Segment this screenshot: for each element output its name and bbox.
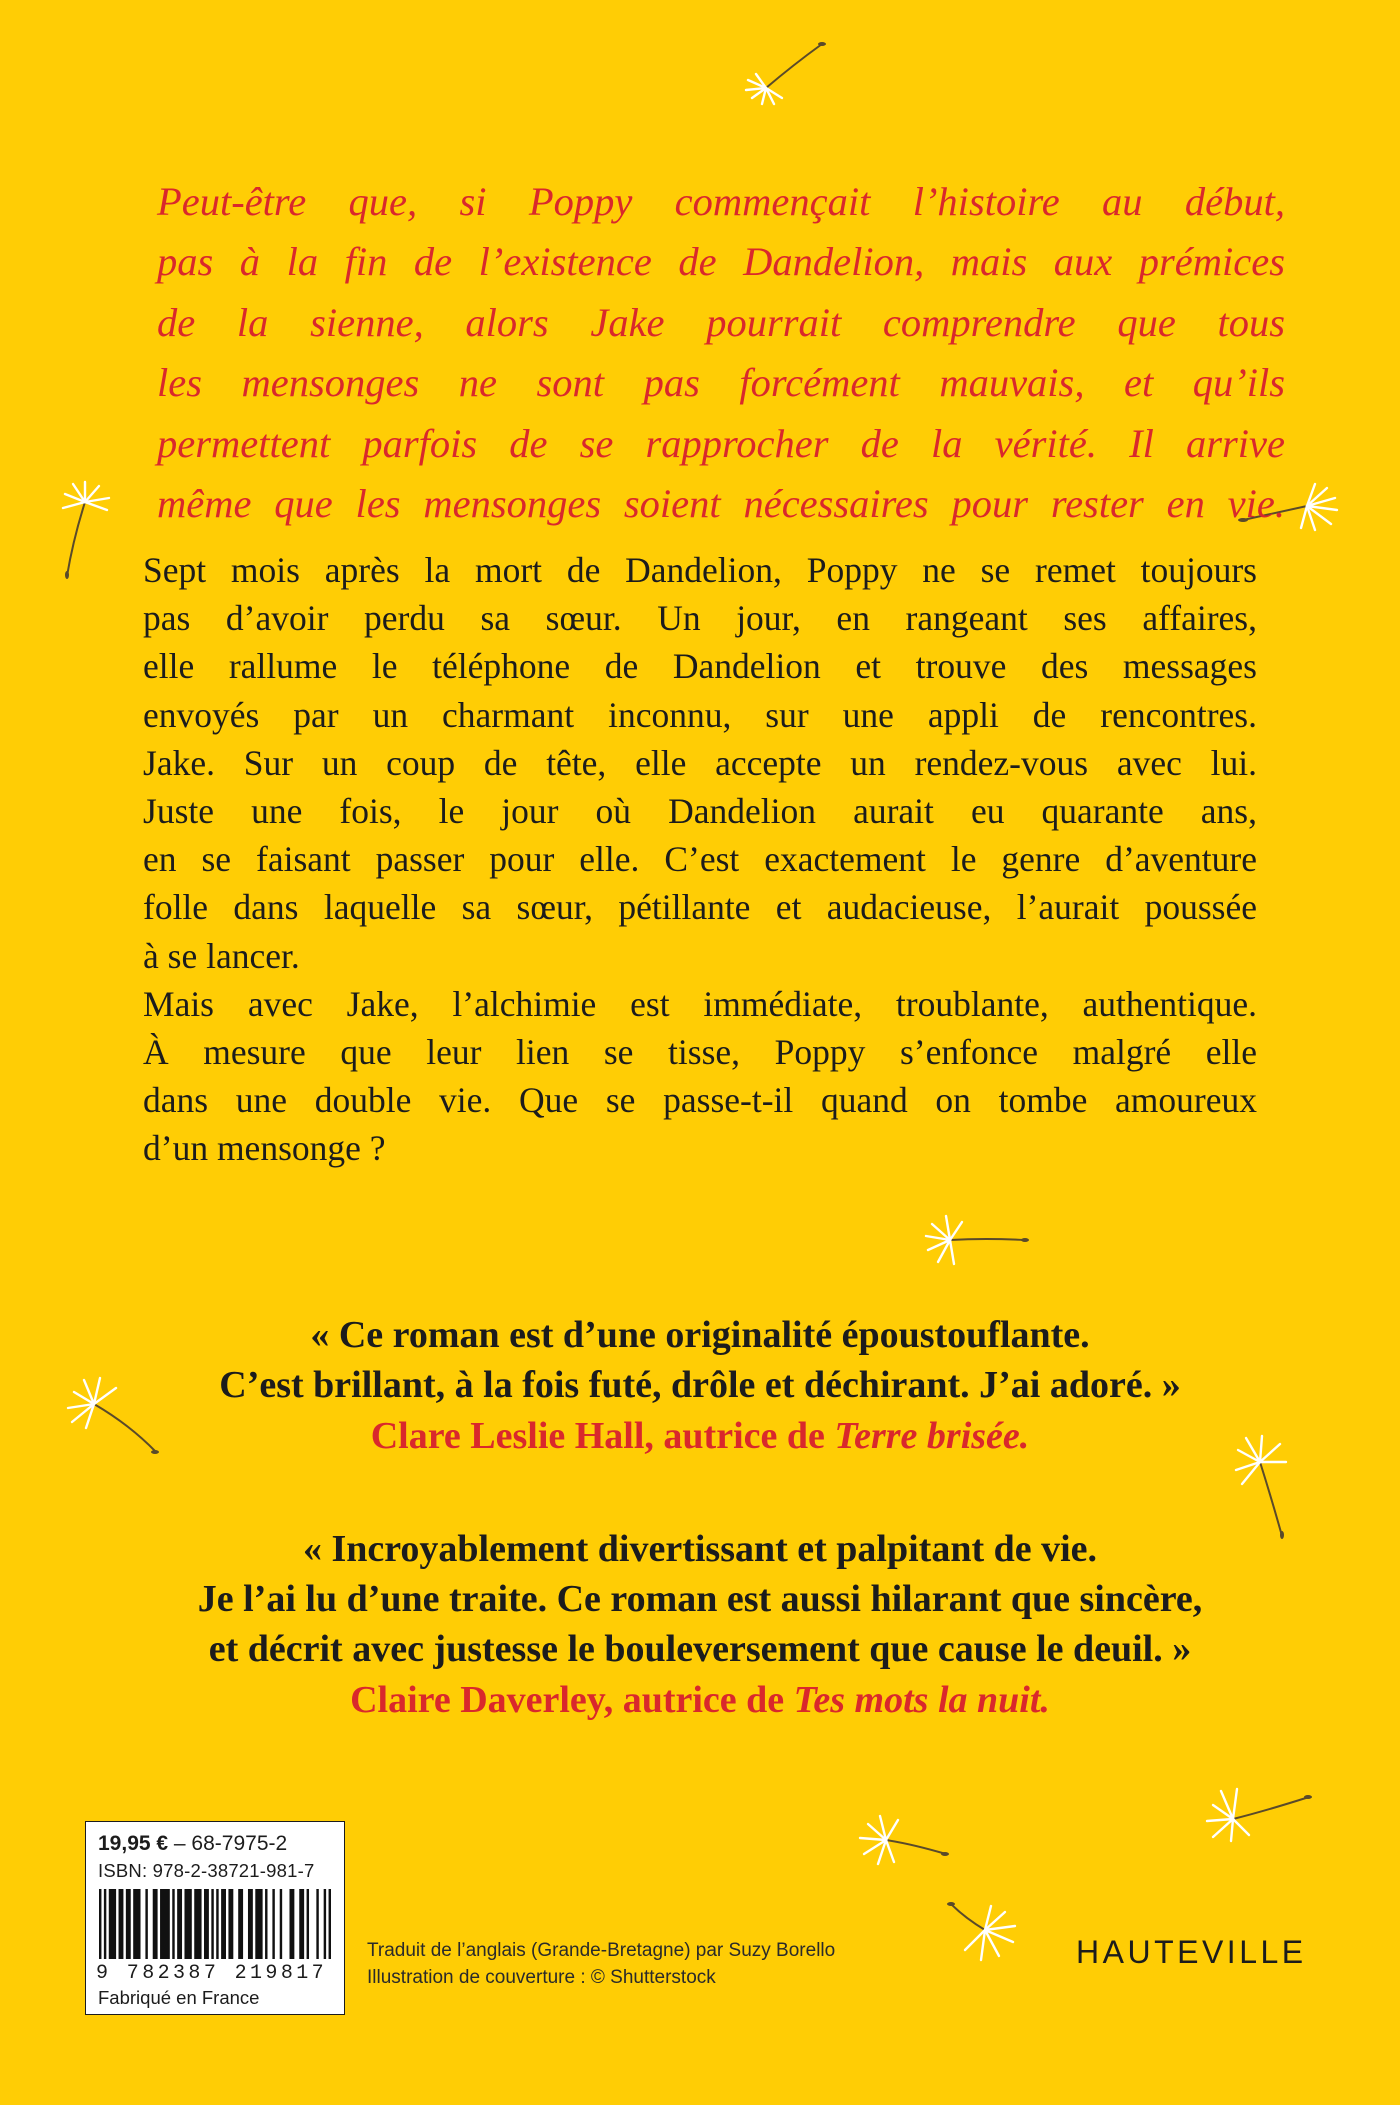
price: 19,95 €	[98, 1832, 169, 1855]
quote-line: « Ce roman est d’une originalité époustouflante.	[310, 1314, 1090, 1356]
pitch-line: de la sienne, alors Jake pourrait comprendre que tous	[157, 299, 1285, 345]
ean-number: 9 782387 219817	[96, 1962, 328, 1985]
summary-line: en se faisant passer pour elle. C’est exactement le genre d’aventure	[143, 839, 1257, 880]
summary-line: à se lancer.	[143, 935, 300, 976]
barcode-icon	[98, 1889, 332, 1961]
pitch-line: pas à la fin de l’existence de Dandelion, mais aux prémices	[157, 239, 1285, 285]
translation-credit: Traduit de l’anglais (Grande-Bretagne) par Suzy Borello	[367, 1940, 836, 1961]
dandelion-seed-icon	[738, 40, 828, 110]
summary-line: Jake. Sur un coup de tête, elle accepte un rendez-vous avec lui.	[143, 742, 1257, 783]
quote-line: Je l’ai lu d’une traite. Ce roman est aussi hilarant que sincère,	[197, 1578, 1203, 1620]
pitch-line: les mensonges ne sont pas forcément mauvais, et qu’ils	[157, 360, 1285, 406]
review-quote	[100, 1310, 1300, 1462]
price-line	[98, 1832, 287, 1856]
summary-line: envoyés par un charmant inconnu, sur une appli de rencontres.	[143, 694, 1257, 735]
isbn: ISBN: 978-2-38721-981-7	[98, 1860, 315, 1881]
dandelion-seed-icon	[55, 480, 115, 580]
summary-line: À mesure que leur lien se tisse, Poppy s’enfonce malgré elle	[143, 1032, 1257, 1073]
pitch-line: même que les mensonges soient nécessaires pour rester en vie.	[157, 481, 1285, 527]
barcode-box	[85, 1821, 345, 2015]
quote-line: et décrit avec justesse le bouleversement que cause le deuil. »	[208, 1628, 1192, 1670]
summary-line: Juste une fois, le jour où Dandelion aurait eu quarante ans,	[143, 791, 1257, 832]
illustration-credit: Illustration de couverture : © Shutterstock	[367, 1967, 716, 1988]
review-quote	[100, 1524, 1300, 1726]
summary-line: elle rallume le téléphone de Dandelion et trouve des messages	[143, 646, 1257, 687]
pitch-line: permettent parfois de se rapprocher de la vérité. Il arrive	[157, 420, 1285, 466]
attribution-author: Claire Daverley, autrice de	[350, 1679, 794, 1721]
quote-line: « Incroyablement divertissant et palpitant de vie.	[302, 1528, 1098, 1570]
summary-line: folle dans laquelle sa sœur, pétillante et audacieuse, l’aurait poussée	[143, 887, 1257, 928]
credits	[367, 1937, 835, 1991]
product-code: – 68-7975-2	[168, 1832, 288, 1855]
dandelion-seed-icon	[1195, 1775, 1315, 1845]
publisher-logo: HAUTEVILLE	[1076, 1934, 1307, 1970]
dandelion-seed-icon	[945, 1890, 1025, 1970]
quote-attribution	[100, 1410, 1300, 1462]
attribution-author: Clare Leslie Hall, autrice de	[370, 1415, 835, 1457]
summary-line: d’un mensonge ?	[143, 1128, 386, 1169]
pitch-line: Peut-être que, si Poppy commençait l’histoire au début,	[157, 179, 1285, 224]
summary-line: Sept mois après la mort de Dandelion, Poppy ne se remet toujours	[143, 550, 1257, 590]
attribution-work: Terre brisée.	[834, 1415, 1030, 1457]
dandelion-seed-icon	[850, 1810, 950, 1870]
attribution-work: Tes mots la nuit.	[793, 1679, 1050, 1721]
summary-line: dans une double vie. Que se passe-t-il quand on tombe amoureux	[143, 1080, 1257, 1121]
dandelion-seed-icon	[920, 1210, 1030, 1270]
quote-attribution	[100, 1674, 1300, 1726]
quote-line: C’est brillant, à la fois futé, drôle et déchirant. J’ai adoré. »	[219, 1364, 1181, 1406]
pitch-excerpt	[157, 172, 1285, 534]
summary-line: Mais avec Jake, l’alchimie est immédiate, troublante, authentique.	[143, 983, 1257, 1024]
made-in-label: Fabriqué en France	[98, 1987, 260, 2008]
book-summary	[143, 546, 1257, 1173]
summary-line: pas d’avoir perdu sa sœur. Un jour, en rangeant ses affaires,	[143, 598, 1257, 639]
